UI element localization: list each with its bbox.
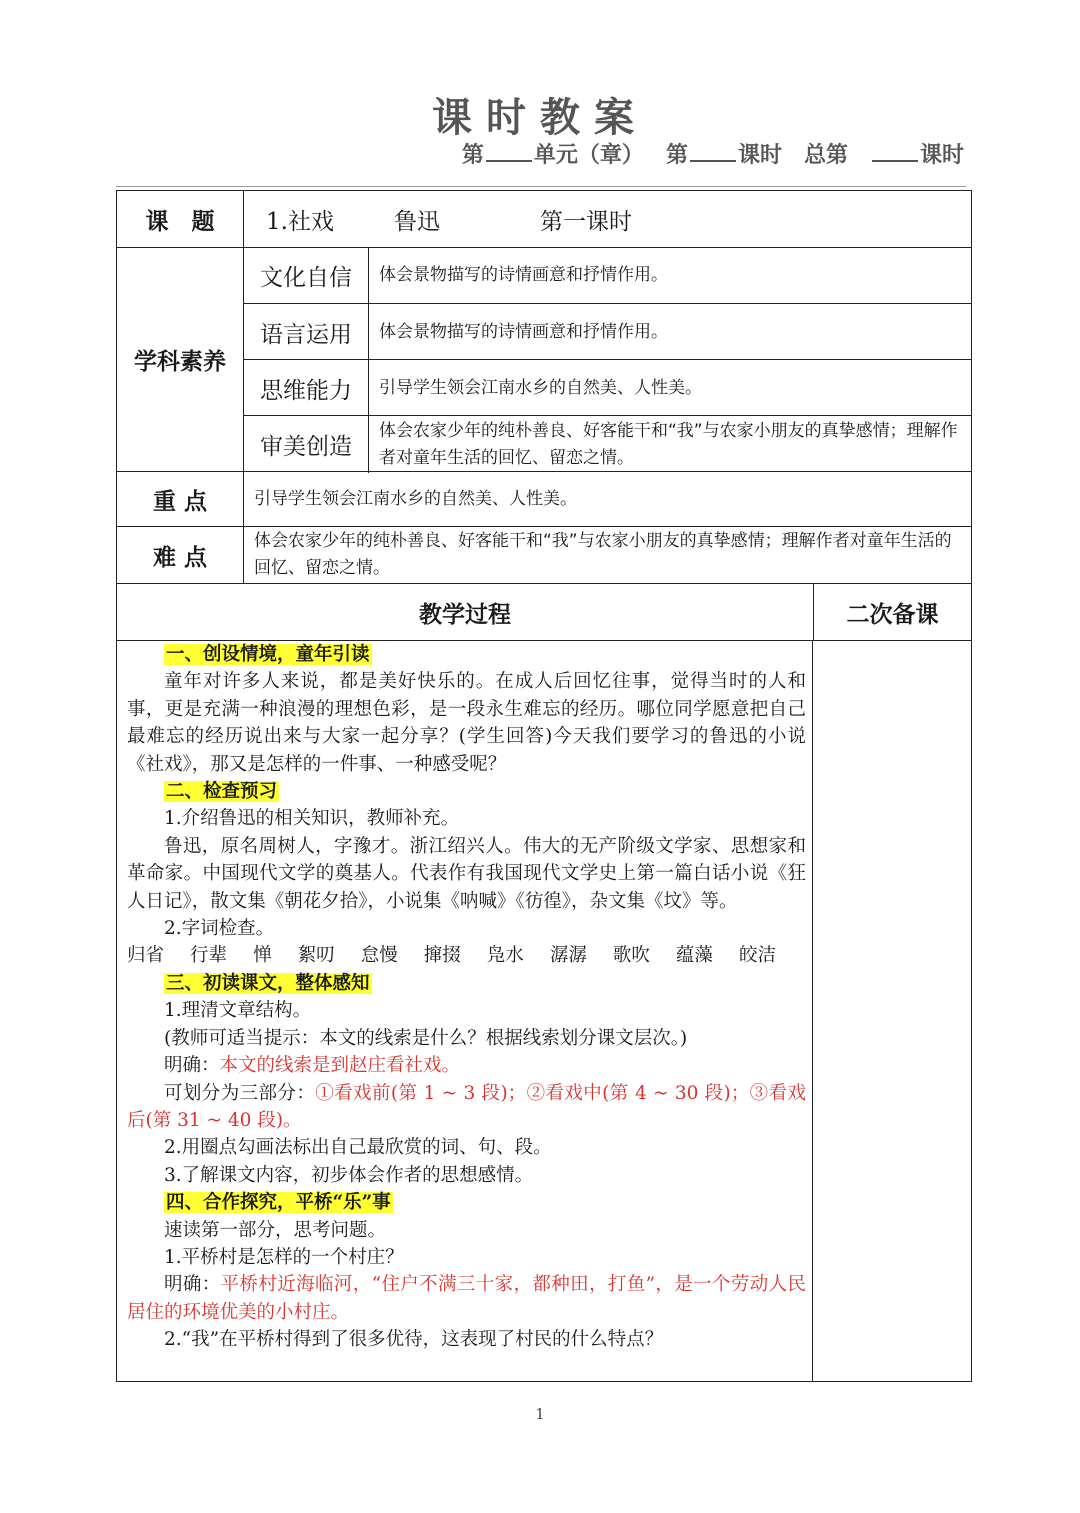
paragraph: 2.“我”在平桥村得到了很多优待，这表现了村民的什么特点？: [164, 1329, 664, 1351]
section-heading: 三、初读课文，整体感知: [166, 972, 370, 994]
word: 归省: [127, 945, 165, 967]
di2-label: 第: [665, 143, 688, 168]
topic-label: 课 题: [145, 208, 215, 235]
process-header-row: [116, 583, 972, 640]
paragraph: 2.字词检查。: [164, 918, 275, 940]
paragraph: 明确：本文的线索是到赵庄看社戏。: [164, 1055, 461, 1077]
lesson-info-line: [462, 138, 964, 169]
word: 怠慢: [360, 945, 398, 967]
literacy-row: [244, 359, 971, 416]
unit-label: 单元（章）: [533, 143, 644, 168]
key-point-row: [116, 471, 972, 526]
key-point-label: 重 点: [152, 488, 207, 515]
word: 潺潺: [549, 945, 587, 967]
word: 歌吹: [612, 945, 650, 967]
process-content: [117, 641, 813, 1381]
page-title: 课时教案: [432, 95, 648, 141]
literacy-row-text: 引导学生领会江南水乡的自然美、人性美。: [368, 360, 971, 416]
literacy-row-text: 体会景物描写的诗情画意和抒情作用。: [368, 248, 971, 303]
difficulty-row: [116, 526, 972, 583]
key-point-text: 引导学生领会江南水乡的自然美、人性美。: [243, 472, 971, 526]
topic-row: [116, 190, 972, 247]
process-body: [116, 640, 972, 1382]
word: 蕴藻: [675, 945, 713, 967]
paragraph: 可划分为三部分：①看戏前(第 1 ~ 3 段)；②看戏中(第 4 ~ 30 段)；③看戏后(第 31 ~ 40 段)。: [127, 1082, 806, 1131]
difficulty-label: 难 点: [152, 544, 207, 571]
literacy-row-text: 体会景物描写的诗情画意和抒情作用。: [368, 304, 971, 360]
paragraph: 2.用圈点勾画法标出自己最欣赏的词、句、段。: [164, 1137, 552, 1159]
lesson-label: 课时: [737, 143, 782, 168]
literacy-block: [116, 247, 972, 471]
literacy-row-label: 审美创造: [260, 434, 352, 460]
word: 撺掇: [423, 945, 461, 967]
unit-blank[interactable]: [486, 142, 532, 162]
section-heading: 二、检查预习: [166, 781, 278, 803]
process-label: 教学过程: [419, 601, 511, 628]
topic-name: 1.社戏: [266, 208, 334, 235]
paragraph: 1.理清文章结构。: [164, 1000, 312, 1022]
topic-author: 鲁迅: [393, 208, 440, 235]
literacy-row: [244, 248, 971, 303]
total-blank[interactable]: [872, 142, 918, 162]
literacy-row-label: 思维能力: [260, 377, 352, 404]
literacy-label: 学科素养: [134, 349, 226, 375]
paragraph: 童年对许多人来说，都是美好快乐的。在成人后回忆往事，觉得当时的人和事，更是充满一种浪漫的理想色彩，是一段永生难忘的经历。哪位同学愿意把自己最难忘的经历说出来与大家一起分享？(学生回答)今天我们要学习的鲁迅的小说《社戏》，那又是怎样的一件事、一种感受呢？: [127, 671, 806, 775]
topic-cell: [243, 191, 971, 247]
word: 凫水: [486, 945, 524, 967]
paragraph: 速读第一部分，思考问题。: [164, 1219, 387, 1241]
word: 惮: [253, 945, 272, 967]
header-divider: [116, 186, 966, 187]
paragraph: 鲁迅，原名周树人，字豫才。浙江绍兴人。伟大的无产阶级文学家、思想家和革命家。中国现代文学的奠基人。代表作有我国现代文学史上第一篇白话小说《狂人日记》，散文集《朝花夕拾》，小说集《呐喊》《彷徨》，杂文集《坟》等。: [127, 835, 806, 912]
word: 絮叨: [297, 945, 335, 967]
paragraph: 1.平桥村是怎样的一个村庄？: [164, 1246, 404, 1268]
difficulty-text: 体会农家少年的纯朴善良、好客能干和“我”与农家小朋友的真挚感情；理解作者对童年生活的回忆、留恋之情。: [243, 527, 971, 583]
word: 行辈: [190, 945, 228, 967]
word-list: [127, 942, 806, 969]
paragraph: (教师可适当提示：本文的线索是什么？根据线索划分课文层次。): [164, 1027, 688, 1049]
section-heading: 四、合作探究，平桥“乐”事: [166, 1192, 391, 1214]
lesson-blank[interactable]: [690, 142, 736, 162]
literacy-row-text: 体会农家少年的纯朴善良、好客能干和“我”与农家小朋友的真挚感情；理解作者对童年生活的回忆、留恋之情。: [368, 416, 971, 473]
topic-period: 第一课时: [539, 208, 632, 235]
paragraph: 明确：平桥村近海临河，“住户不满三十家，都种田，打鱼”，是一个劳动人民居住的环境优美的小村庄。: [127, 1274, 806, 1323]
total-label: 总第: [803, 143, 848, 168]
page-number: 1: [535, 1405, 545, 1423]
literacy-row: [244, 303, 971, 360]
paragraph: 1.介绍鲁迅的相关知识，教师补充。: [164, 808, 460, 830]
lesson2-label: 课时: [919, 143, 964, 168]
literacy-rows: [243, 248, 971, 471]
word: 皎洁: [738, 945, 776, 967]
di-label: 第: [461, 143, 484, 168]
prep-label: 二次备课: [813, 584, 971, 640]
section-heading: 一、创设情境，童年引读: [166, 644, 370, 665]
literacy-row: [244, 415, 971, 473]
paragraph: 3.了解课文内容，初步体会作者的思想感情。: [164, 1164, 534, 1186]
literacy-row-label: 文化自信: [260, 265, 352, 291]
literacy-row-label: 语言运用: [260, 321, 352, 348]
